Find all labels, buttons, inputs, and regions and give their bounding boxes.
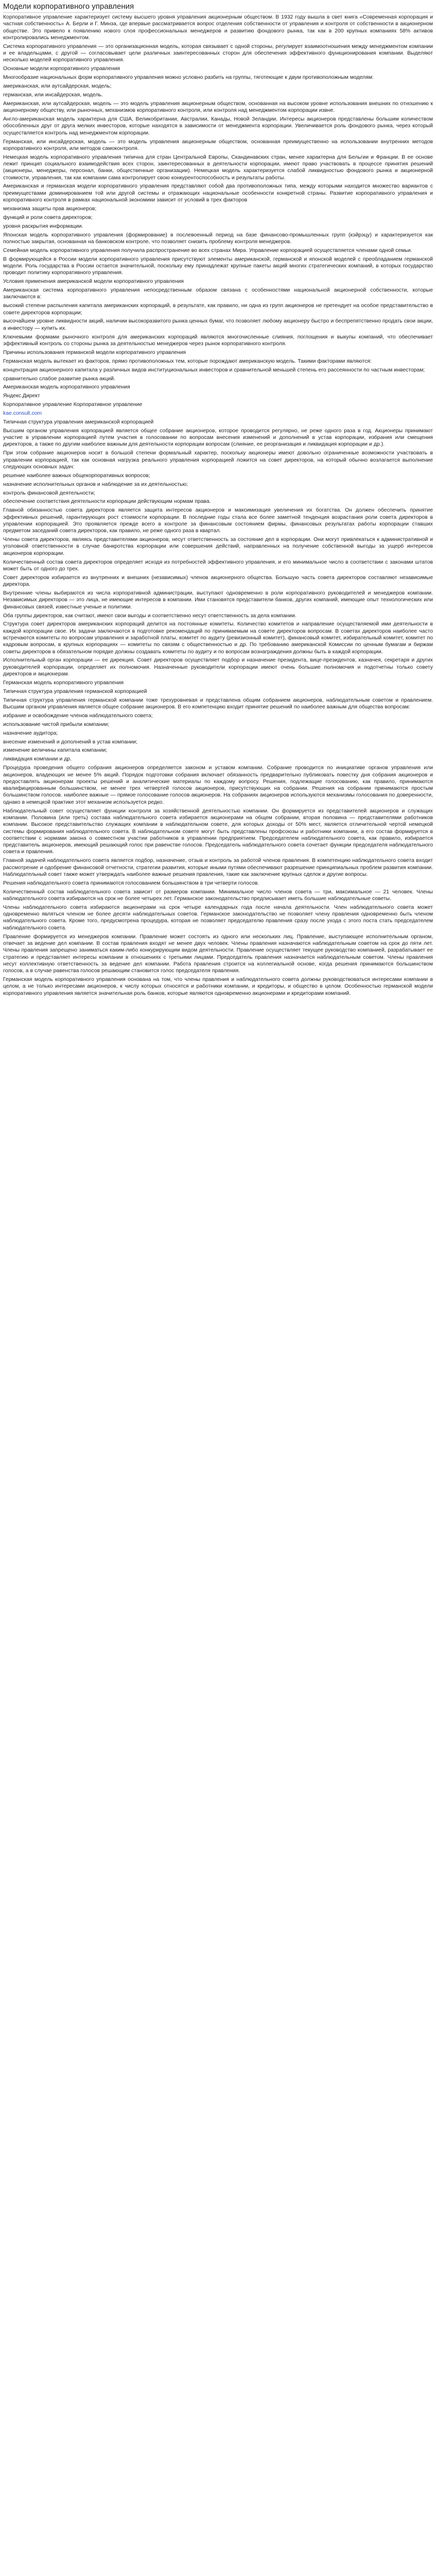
article-paragraph: Основные модели корпоративного управления	[3, 66, 120, 72]
article-paragraph: Процедура проведения общего собрания акционеров определяется законом и уставом компании. Собрание проводится по инициативе органов управления или акционеров, владеющих не менее 5% акций. Порядок подготовки собрания включает обязанность предварительно публиковать повестку дня собрания акционеров и предоставлять акционерам проекты решений и аналитические материалы по каждому вопросу. Решения, подлежащие голосованию, как правило, принимаются квалифицированным большинством, не менее трех четвертей голосов акционеров, присутствующих на собрании. Решения на собрании принимаются простым большинством голосов. наиболее важные — прямое голосование голосов акционеров. На собраниях акционеров используются механизмы голосования по доверенности, однако в немецкой практике этот механизм используется редко.	[3, 765, 433, 805]
article-paragraph: решение наиболее важных общекорпоративных вопросов;	[3, 472, 150, 479]
article-paragraph: Наблюдательный совет осуществляет функции контроля за хозяйственной деятельностью компании. Он формируется из представителей акционеров и служащих компании. Половина (или треть) состава наблюдательного совета избирается акционерами на общем собрании, вторая половина — представителями работников компании. Высокое представительство служащих компании в наблюдательном совете, для которых доходы от 50% мест, является отличительной чертой немецкой системы формирования наблюдательного совета. В наблюдательном совете могут быть представлены профсоюзы и работники компании, а его состав формируется в соответствии с нормами закона о совместном участии работников в управлении предприятием. Председателем наблюдательного совета, как правило, избирается представитель акционеров, имеющий решающий голос при равенстве голосов. Председатель наблюдательного совета сочетает функции председателя наблюдательного совета и правления.	[3, 808, 433, 855]
article-paragraph: Корпоративное управление Корпоративное управление	[3, 402, 143, 408]
article-paragraph: Типичная структура управления германской компании тоже трехуровневая и представлена общим собранием акционеров, наблюдательным советом и правлением. Высшим органом управления является общее собрание акционеров. В его компетенцию входит принятие решений по наиболее важным для общества вопросам:	[3, 697, 433, 710]
article-paragraph: Решения наблюдательного совета принимаются голосованием большинством в три четверти голосов.	[3, 880, 259, 886]
article-paragraph: Германская, или инсайдерская, модель — это модель управления акционерным обществом, основанная преимущественно на использовании внутренних методов корпоративного контроля, или методов самоконтроля.	[3, 139, 433, 151]
article-paragraph: Главной обязанностью совета директоров является защита интересов акционеров и максимизация увеличения их богатства. Он должен обеспечить принятие эффективных решений, гарантирующих рост стоимости корпорации. В последние годы стала все более заметной тенденция возрастания роли совета директоров в управлении корпорацией. Это проявляется прежде всего в контроле за финансовым состоянием фирмы, финансовых результатах работы корпорации ставших предметом заседаний совета директоров, как правило, не реже одного раза в квартал.	[3, 507, 433, 534]
article-paragraph: Высшим органом управления корпорацией является общее собрание акционеров, которое проводится регулярно, не реже одного раза в год. Акционеры принимают участие в управлении корпорацией путем участия в голосовании по вопросам внесения изменений и дополнений в устав корпорации, избрания или смещения директоров, а также по другим наиболее важным для деятельности корпорации вопросам (слияние, ее реорганизация и ликвидация корпорации и др.).	[3, 428, 433, 448]
article-paragraph: Внутренние члены выбираются из числа корпоративной администрации, выступают одновременно в роли корпоративного руководителей и менеджеров компании. Независимых директоров — это лица, не имеющие интересов в компании. Ими становятся представители банков, других компаний, имеющие опыт технологических или финансовых связей, известные ученые и политики.	[3, 590, 433, 610]
article-paragraph: избрание и освобождение членов наблюдательного совета;	[3, 713, 153, 719]
article-paragraph: Германская модель корпоративного управления	[3, 680, 124, 686]
article-paragraph: Американская, или аутсайдерская, модель — это модель управления акционерным обществом, основанная на высоком уровне использования внешних по отношению к акционерному обществу, или рыночных, механизмов корпоративного контроля, или контроля над менеджментом корпорации извне.	[3, 100, 433, 114]
article-paragraph: уровня раскрытия информации.	[3, 223, 83, 229]
article-paragraph: Исполнительный орган корпорации — ее дирекция. Совет директоров осуществляет подбор и назначение президента, вице-президентов, казначея, секретаря и других руководителей корпорации, определяет их полномочия. Назначенные руководители корпорации имеют очень большие полномочия и подотчетны только совету директоров и акционерам.	[3, 657, 433, 677]
article-paragraph: Система корпоративного управления — это организационная модель, которая связывает с одной стороны, регулирует взаимоотношения между менеджментом компании и ее владельцами, с другой — согласовывает цели различных заинтересованных сторон для обеспечения эффективного функционирования компании. Выделяют несколько моделей корпоративного управления.	[3, 43, 433, 63]
article-paragraph: внесение изменений и дополнений в устав компании;	[3, 739, 137, 745]
article-paragraph: Немецкая модель корпоративного управления типична для стран Центральной Европы, Скандинавских стран, менее характерна для Бельгии и Франции. В ее основе лежит принцип социального взаимодействия всех сторон, заинтересованных в деятельности корпорации, имеют право участвовать в процессе принятия решений (акционеры, менеджеры, персонал, банки, общественные организации). Немецкая модель характеризуется слабой ликвидностью фондового рынка и акционерной стоимости, управления, так как компании сама контролирует свою конкурентоспособность и результаты работы.	[3, 154, 433, 181]
article-paragraph: механизма защиты прав акционеров;	[3, 206, 97, 212]
article-paragraph: Американская система корпоративного управления непосредственным образом связана с особенностями национальной акционерной собственности, которые заключаются в:	[3, 287, 433, 300]
article-paragraph: назначение аудитора;	[3, 730, 58, 736]
article-paragraph: германская, или инсайдерская, модель.	[3, 92, 103, 98]
article-paragraph: обеспечение соответствия деятельности корпорации действующим нормам права.	[3, 499, 211, 505]
article-paragraph: Главной задачей наблюдательного совета является подбор, назначение, отзыв и контроль за работой членов правления. В компетенцию наблюдательного совета входит рассмотрение и одобрение финансовой отчетности, стратегии развития, которые иными путями обеспечивают разрешение принципиальных проблем развития компании. Наблюдательный совет также может утверждать наиболее важные решения правления, такие как заключение крупных сделок и другие вопросы.	[3, 858, 433, 877]
article-paragraph: Структура совет директоров американских корпораций делится на постоянные комитеты. Количество комитетов и направление осуществляемой ими деятельности в каждой корпорации свое. Их задачи заключаются в подготовке рекомендаций по принимаемым на совете директоров вопросам. В советах директоров наиболее часто встречаются комитеты по вопросам управления и заработной платы, комитет по аудиту (ревизионный комитет), финансовый комитет, избирательный комитет, комитет по кадровым вопросам, в крупных корпорациях — комитеты по связям с общественностью и др. По требованию американской Комиссии по ценным бумагам и биржам советы директоров в обязательном порядке должны создавать комитеты по аудиту и по вопросам вознаграждения должны быть в каждой корпорации.	[3, 621, 433, 655]
article-paragraph: Корпоративное управление характеризует систему высшего уровня управления акционерным обществом. В 1932 году вышла в свет книга «Современная корпорация и частная собственность» А. Берли и Г. Минза, где впервые рассматривается вопрос отделения собственности от управления и контроля от собственности в акционерном обществе. Это привело к появлению нового слоя профессиональных менеджеров и развитию фондового рынка, так как в 200 крупных компаниях 58% активов контролировались менеджментом.	[3, 14, 433, 41]
article-paragraph: высочайшем уровне ликвидности акций, наличии высокоразвитого рынка ценных бумаг, что позволяет любому акционеру быстро и беспрепятственно продать свои акции, а инвестору — купить их.	[3, 318, 433, 331]
article-paragraph: Оба группы директоров, как считают, имеют свои выгоды и соответственно несут ответственность за дела компании.	[3, 613, 297, 619]
article-paragraph: Правление формируется из менеджеров компании. Правление может состоять из одного или нескольких лиц. Правление, выступающее исполнительным органом, отвечает за ведение дел компании. В состав правления входят не менее двух человек. Члены правления назначаются наблюдательным советом на срок до пяти лет. Члены правления запрещено заниматься каким-либо конкурирующим видом деятельности. Правление осуществляет текущее руководство компанией, разрабатывает ее стратегию и представляет интересы компании в отношениях с третьими лицами. Председатель правления назначается наблюдательным советом. Члены правления несут коллективную ответственность за ведение дел компании. Работа правления строится на коллегиальной основе, когда решения принимаются большинством голосов, а в случае равенства голосов решающим становится голос председателя правления.	[3, 934, 433, 974]
article-paragraph: В формирующейся в России модели корпоративного управления присутствуют элементы американской, германской и японской моделей с преобладанием германской модели. Роль государства в России остается значительной, поскольку ему принадлежат крупные пакеты акций многих стратегических компаний, в которых государство проводит политику корпоративного управления.	[3, 256, 433, 276]
article-paragraph: Семейная модель корпоративного управления получила распространение во всех странах Мира. Управление корпорацией осуществляется членами одной семьи.	[3, 247, 412, 253]
article-paragraph: Ключевыми формами рыночного контроля для американских корпораций являются многочисленные слияния, поглощения и выкупы компаний, что обеспечивает эффективный контроль со стороны рынка за деятельностью менеджеров через рынок корпоративного контроля.	[3, 334, 433, 347]
article-paragraph: Типичная структура управления германской корпорацией	[3, 688, 147, 694]
article-paragraph: Германская модель вытекает из факторов, прямо противоположных тем, которые порождают американскую модель. Такими факторами являются:	[3, 358, 372, 364]
document-page	[0, 0, 436, 1004]
article-paragraph: назначение исполнительных органов и наблюдение за их деятельностью;	[3, 481, 188, 487]
article-paragraph: использование чистой прибыли компании;	[3, 721, 110, 727]
article-paragraph: Условия применения американской модели корпоративного управления	[3, 279, 184, 285]
ad-link[interactable]: kaе.consult.com	[3, 411, 42, 417]
article-paragraph: Члены совета директоров, являясь представителями акционеров, несут ответственность за состояние дел в корпорации. Они могут привлекаться к административной и уголовной ответственности в случае банкротства корпорации или совершения действий, направленных на получение собственной выгоды за ущерб интересов акционеров корпорации.	[3, 537, 433, 556]
article-paragraph: изменение величины капитала компании;	[3, 748, 108, 754]
article-paragraph: концентрация акционерного капитала у различных видов институциональных инвесторов и сравнительной меньшей степень его рассеянности по частным инвесторам;	[3, 367, 425, 373]
article-paragraph: сравнительно слабое развитие рынка акций.	[3, 376, 115, 382]
article-paragraph: Американская и германская модели корпоративного управления представляют собой два противоположных типа, между которыми находится множество вариантов с преимуществами доминированием той или другой системы и отражающих национальные особенности конкретной страны. Развитие корпоративного управления и корпоративного контроля в рамках национальной экономики зависит от условий в трех факторов	[3, 183, 433, 204]
article-paragraph: Причины использования германской модели корпоративного управления	[3, 349, 186, 355]
article-paragraph: американская, или аутсайдерская, модель;	[3, 83, 112, 90]
article-paragraph: контроль финансовой деятельности;	[3, 490, 95, 496]
article-paragraph: Многообразие национальных форм корпоративного управления можно условно разбить на группы, тяготеющие к двум противоположным моделям:	[3, 75, 374, 81]
article-paragraph: Американская модель корпоративного управления	[3, 384, 130, 391]
article-paragraph: ликвидация компании и др.	[3, 756, 72, 762]
article-paragraph: Яндекс.Директ	[3, 393, 40, 399]
article-paragraph: Количественный состав наблюдательного совета зависит от размеров компании. Минимальное число членов совета — три, максимальное — 21 человек. Члены наблюдательного совета избираются на срок не более четырех лет. Германское законодательство предписывает иметь большие наблюдательные советы.	[3, 889, 433, 902]
article-paragraph: Количественный состав совета директоров определяет исходя из потребностей эффективного управления, и его минимальное число в соответствии с законами штатов может быть от одного до трех.	[3, 559, 433, 572]
article-paragraph: Англо-американская модель характерна для США, Великобритании, Австралии, Канады, Новой Зеландии. Интересы акционеров представлены большим количеством обособленных друг от друга мелких инвесторов, которые находятся в зависимости от менеджмента корпорации. Увеличивается роль фондового рынка, через который осуществляется контроль над менеджментом корпорации.	[3, 116, 433, 136]
article-paragraph: Члены наблюдательного совета избираются акционерами на срок четыре календарных года после начала деятельности. Член наблюдательного совета может одновременно являться членом не более десяти наблюдательных советов. Германское законодательство не позволяет члену правления одновременно быть членом наблюдательного совета. Кроме того, предусмотрена процедура, которая не позволяет председателю правления сразу после ухода с этого поста стать председателем наблюдательного совета.	[3, 904, 433, 931]
article-paragraph: Совет директоров избирается из внутренних и внешних (независимых) членов акционерного общества. Большую часть совета директоров составляют независимые директора.	[3, 574, 433, 588]
article-paragraph: высокий степени распыления капитала американских корпораций, в результате, как правило, ни одна из групп акционеров не претендует на особое представительство в совете директоров корпорации;	[3, 303, 433, 316]
article-paragraph: Японская модель корпоративного управления (формирование) в послевоенный период на базе финансово-промышленных групп (кэйрэцу) и характеризуется как полностью закрытая, основанная на банковском контроле, что позволяет снизить проблему контроля менеджеров.	[3, 232, 433, 245]
article-paragraph: Германская модель корпоративного управления основана на том, что члены правления и наблюдательного совета должны руководствоваться интересами компании в целом, а не только интересами акционеров, к числу которых относятся и работники компании, и кредиторы, и общество в целом. Особенностью германской модели корпоративного управления является значительная роль банков, которые являются одновременно акционерами и кредиторами компаний.	[3, 977, 433, 996]
article-paragraph: При этом собрание акционеров носит в большой степени формальный характер, поскольку акционеры имеют довольно ограниченные возможности участвовать в управлении корпорацией, так как основная нагрузка реального управления корпорацией ложится на совет директоров, на который обычно возлагается выполнение следующих основных задач:	[3, 450, 433, 470]
article-body	[3, 14, 433, 997]
article-paragraph: функций и роли совета директоров;	[3, 214, 93, 221]
page-title: Модели корпоративного управления	[3, 2, 433, 13]
article-paragraph: Типичная структура управления американской корпорацией	[3, 419, 154, 425]
